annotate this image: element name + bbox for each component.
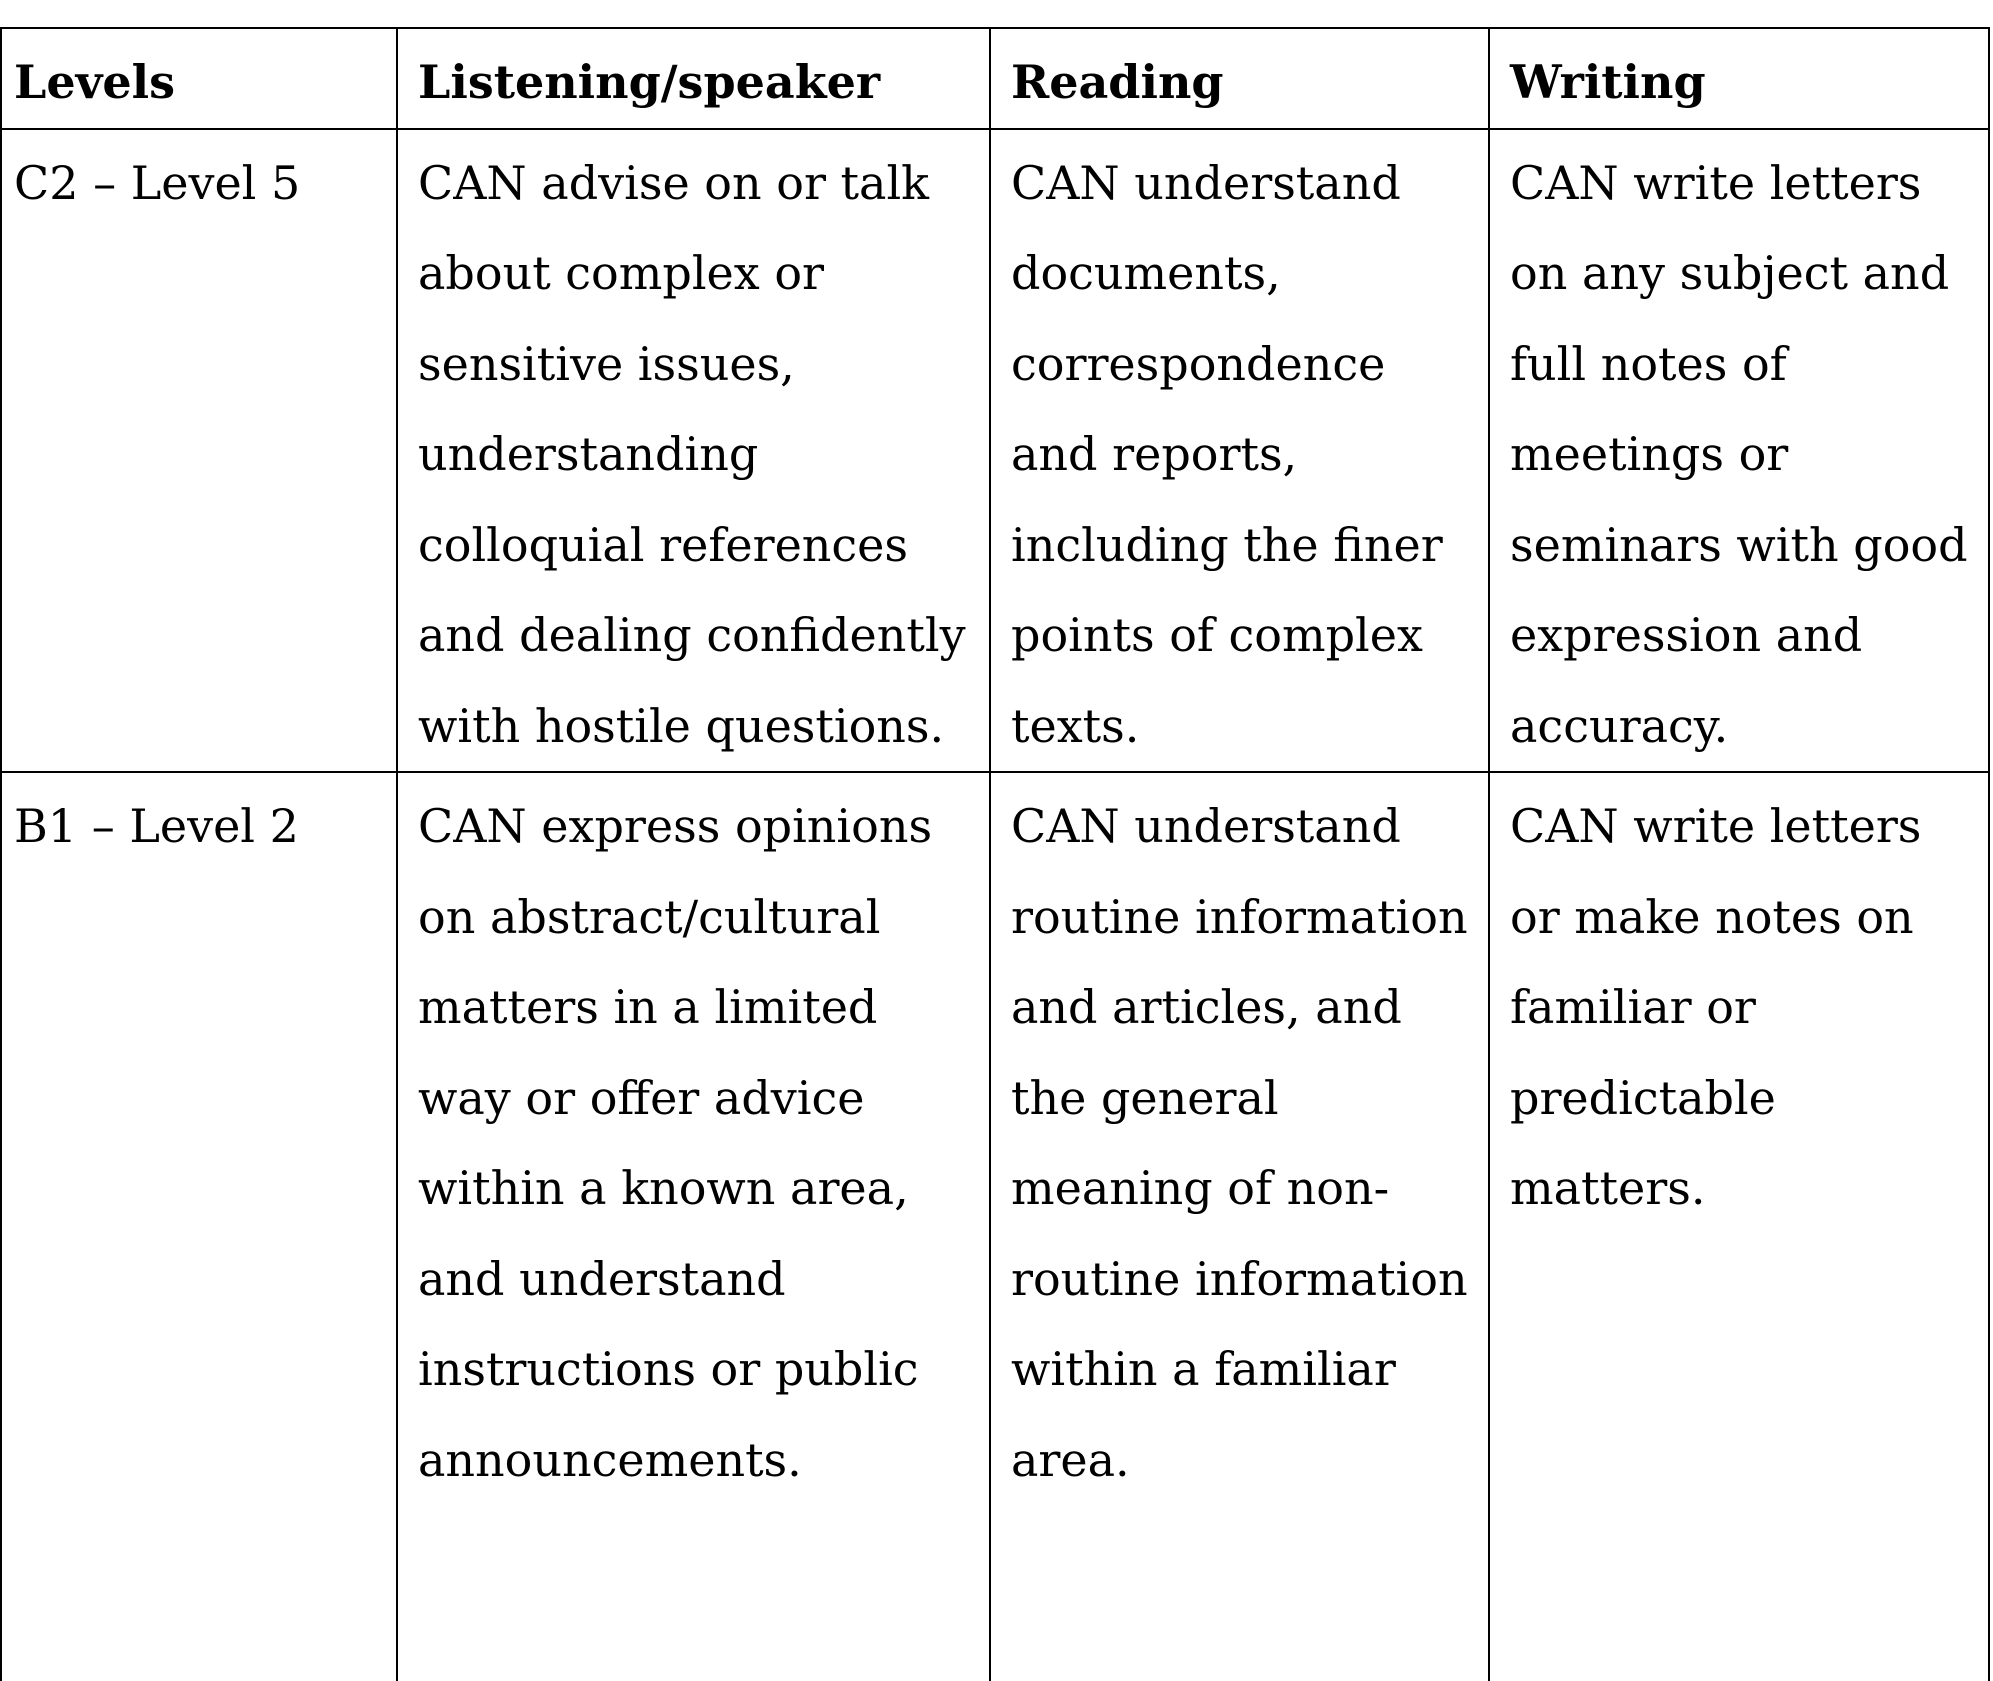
table-row bbox=[1, 129, 1989, 773]
reading-cell: CAN understand documents, correspondence and reports, including the finer points of complex texts. bbox=[990, 129, 1489, 773]
writing-cell: CAN write letters on any subject and full notes of meetings or seminars with good expression and accuracy. bbox=[1489, 129, 1989, 773]
table-row bbox=[1, 772, 1989, 1681]
level-cell: C2 – Level 5 bbox=[1, 129, 397, 773]
header-reading: Reading bbox=[990, 28, 1489, 129]
header-writing: Writing bbox=[1489, 28, 1989, 129]
reading-cell: CAN understand routine information and articles, and the general meaning of non-routine information within a familiar area. bbox=[990, 772, 1489, 1681]
listening-cell: CAN express opinions on abstract/cultural matters in a limited way or offer advice within a known area, and understand instructions or public announcements. bbox=[397, 772, 990, 1681]
listening-cell: CAN advise on or talk about complex or sensitive issues, understanding colloquial references and dealing confidently with hostile questions. bbox=[397, 129, 990, 773]
header-levels: Levels bbox=[1, 28, 397, 129]
writing-cell: CAN write letters or make notes on familiar or predictable matters. bbox=[1489, 772, 1989, 1681]
language-levels-table bbox=[0, 27, 1990, 1681]
header-listening-speaker: Listening/speaker bbox=[397, 28, 990, 129]
level-cell: B1 – Level 2 bbox=[1, 772, 397, 1681]
table-header-row bbox=[1, 28, 1989, 129]
